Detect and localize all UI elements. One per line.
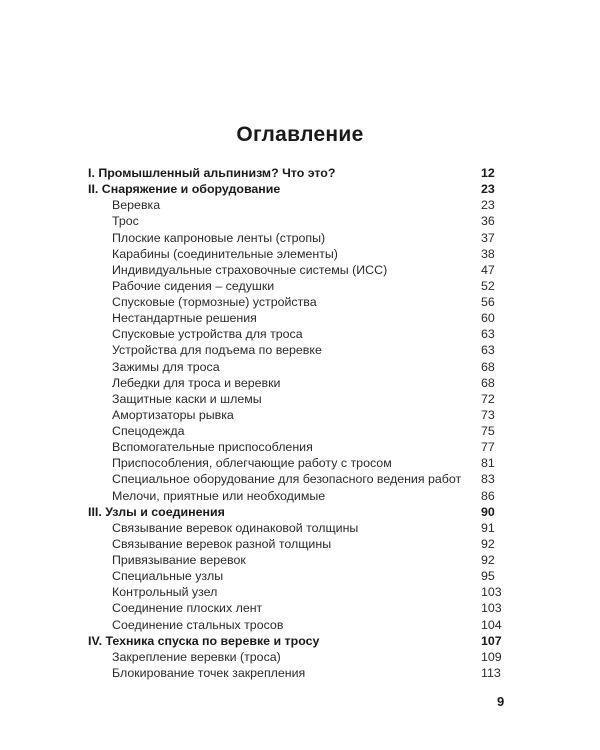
toc-entry-page: 68	[481, 375, 495, 390]
toc-subsection-entry	[88, 310, 508, 326]
toc-entry-page: 95	[481, 569, 495, 584]
toc-subsection-entry	[88, 439, 508, 455]
toc-entry-label: Спусковые устройства для троса	[112, 327, 303, 342]
toc-entry-page: 103	[481, 601, 502, 616]
toc-entry-page: 60	[481, 311, 495, 326]
toc-entry-label: IV. Техника спуска по веревке и тросу	[88, 633, 320, 648]
toc-entry-page: 73	[481, 407, 495, 422]
toc-entry-label: Устройства для подъема по веревке	[112, 343, 322, 358]
toc-section-entry	[88, 504, 508, 520]
toc-entry-page: 113	[481, 665, 501, 680]
toc-entry-label: Соединение стальных тросов	[112, 617, 284, 632]
toc-entry-label: Специальное оборудование для безопасного ведения работ	[112, 472, 462, 487]
toc-subsection-entry	[88, 278, 508, 294]
toc-entry-label: Вспомогательные приспособления	[112, 440, 313, 455]
toc-entry-page: 86	[481, 488, 495, 503]
toc-entry-page: 36	[481, 214, 495, 229]
toc-entry-label: Спусковые (тормозные) устройства	[112, 295, 317, 309]
toc-subsection-entry	[88, 197, 508, 213]
toc-entry-page: 91	[481, 520, 495, 535]
toc-entry-page: 109	[481, 649, 502, 664]
toc-section-entry	[88, 633, 508, 649]
toc-entry-label: Специальные узлы	[112, 569, 224, 584]
toc-subsection-entry	[88, 326, 508, 342]
toc-entry-page: 63	[481, 343, 495, 358]
page-title: Оглавление	[236, 123, 364, 146]
toc-entry-page: 72	[481, 391, 495, 406]
toc-entry-label: Лебедки для троса и веревки	[112, 375, 281, 390]
toc-entry-label: Связывание веревок одинаковой толщины	[112, 520, 359, 535]
toc-entry-label: Плоские капроновые ленты (стропы)	[112, 230, 326, 245]
toc-entry-page: 52	[481, 278, 495, 293]
toc-subsection-entry	[88, 359, 508, 375]
toc-entry-page: 75	[481, 424, 495, 438]
toc-subsection-entry	[88, 617, 508, 633]
toc-subsection-entry	[88, 520, 508, 536]
toc-entry-page: 23	[481, 198, 495, 213]
toc-entry-page: 103	[481, 585, 502, 600]
toc-entry-page: 83	[481, 472, 495, 487]
toc-entry-label: Зажимы для троса	[112, 359, 220, 374]
toc-entry-label: Приспособления, облегчающие работу с тросом	[112, 456, 392, 471]
toc-entry-page: 90	[481, 504, 495, 519]
toc-subsection-entry	[88, 342, 508, 358]
toc-entry-label: Контрольный узел	[112, 585, 218, 600]
toc-subsection-entry	[88, 600, 508, 616]
toc-entry-page: 37	[481, 230, 495, 245]
toc-entry-label: Блокирование точек закрепления	[112, 665, 306, 680]
toc-entry-label: Привязывание веревок	[112, 553, 246, 567]
toc-section-entry	[88, 181, 508, 197]
toc-entry-label: Закрепление веревки (троса)	[112, 649, 281, 664]
toc-entry-page: 47	[481, 262, 495, 277]
toc-subsection-entry	[88, 423, 508, 439]
toc-entry-label: Связывание веревок разной толщины	[112, 536, 332, 551]
toc-entry-label: Защитные каски и шлемы	[112, 391, 262, 406]
toc-entry-page: 56	[481, 295, 495, 309]
toc-subsection-entry	[88, 213, 508, 229]
toc-entry-label: III. Узлы и соединения	[88, 504, 225, 519]
toc-entry-label: Спецодежда	[112, 424, 185, 438]
page-number: 9	[497, 694, 505, 709]
toc-entry-page: 77	[481, 440, 495, 455]
toc-subsection-entry	[88, 262, 508, 278]
toc-subsection-entry	[88, 649, 508, 665]
toc-subsection-entry	[88, 294, 508, 310]
toc-entry-page: 12	[481, 166, 495, 180]
toc-subsection-entry	[88, 568, 508, 584]
toc-entry-label: Карабины (соединительные элементы)	[112, 246, 338, 261]
toc-subsection-entry	[88, 584, 508, 600]
toc-subsection-entry	[88, 455, 508, 471]
toc-entry-page: 104	[481, 617, 502, 632]
toc-entry-page: 92	[481, 536, 495, 551]
toc-entry-page: 23	[481, 182, 495, 197]
toc-entry-label: I. Промышленный альпинизм? Что это?	[88, 166, 336, 180]
toc-subsection-entry	[88, 471, 508, 487]
toc-entry-label: II. Снаряжение и оборудование	[88, 182, 281, 197]
toc-entry-label: Индивидуальные страховочные системы (ИСС)	[112, 262, 388, 277]
toc-entry-page: 63	[481, 327, 495, 342]
table-of-contents	[88, 165, 508, 681]
toc-entry-page: 92	[481, 553, 495, 567]
toc-entry-page: 107	[481, 633, 502, 648]
toc-subsection-entry	[88, 552, 508, 568]
toc-entry-label: Трос	[112, 214, 139, 229]
toc-entry-label: Рабочие сидения – седушки	[112, 278, 275, 293]
toc-section-entry	[88, 165, 508, 181]
toc-subsection-entry	[88, 488, 508, 504]
toc-subsection-entry	[88, 391, 508, 407]
toc-subsection-entry	[88, 407, 508, 423]
toc-subsection-entry	[88, 375, 508, 391]
toc-entry-page: 38	[481, 246, 495, 261]
toc-subsection-entry	[88, 536, 508, 552]
toc-entry-label: Мелочи, приятные или необходимые	[112, 488, 326, 503]
toc-entry-label: Веревка	[112, 198, 161, 213]
toc-subsection-entry	[88, 246, 508, 262]
toc-subsection-entry	[88, 665, 508, 681]
toc-subsection-entry	[88, 230, 508, 246]
toc-entry-page: 68	[481, 359, 495, 374]
toc-entry-page: 81	[481, 456, 495, 471]
toc-entry-label: Нестандартные решения	[112, 311, 257, 326]
toc-entry-label: Амортизаторы рывка	[112, 407, 234, 422]
toc-entry-label: Соединение плоских лент	[112, 601, 263, 616]
